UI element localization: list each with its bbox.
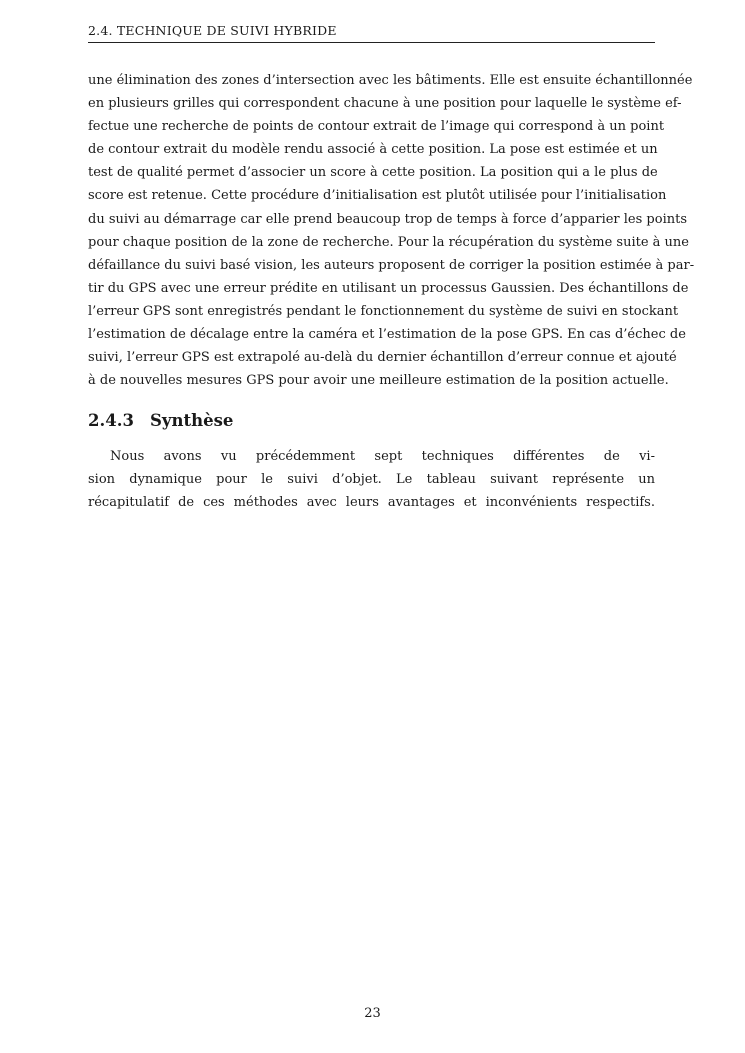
body-paragraph-2 [88,445,655,514]
section-number: 2.4.3 [88,411,134,430]
paragraph-line: pour chaque position de la zone de recherche. Pour la récupération du système suite à une [88,234,689,250]
paragraph-line: suivi, l’erreur GPS est extrapolé au-delà du dernier échantillon d’erreur connue et ajouté [88,350,677,366]
paragraph-line: test de qualité permet d’associer un score à cette position. La position qui a le plus de [88,165,658,181]
paragraph-line: Nous avons vu précédemment sept techniques différentes de vi- [110,449,655,464]
paragraph-line: tir du GPS avec une erreur prédite en utilisant un processus Gaussien. Des échantillons de [88,280,689,296]
paragraph-line: de contour extrait du modèle rendu associé à cette position. La pose est estimée et un [88,142,658,158]
paragraph-line: du suivi au démarrage car elle prend beaucoup trop de temps à force d’apparier les points [88,211,687,227]
running-header [88,23,655,43]
paragraph-line: défaillance du suivi basé vision, les auteurs proposent de corriger la position estimée à par- [88,257,695,273]
paragraph-line: récapitulatif de ces méthodes avec leurs avantages et inconvénients respectifs. [88,495,655,511]
paragraph-line: score est retenue. Cette procédure d’initialisation est plutôt utilisée pour l’initialisation [88,188,667,204]
paragraph-line: l’erreur GPS sont enregistrés pendant le fonctionnement du système de suivi en stockant [88,303,679,319]
body-paragraph-1 [88,69,695,392]
paragraph-line: une élimination des zones d’intersection avec les bâtiments. Elle est ensuite échantillonnée [88,73,693,88]
paragraph-line: l’estimation de décalage entre la caméra et l’estimation de la pose GPS. En cas d’échec de [88,327,686,343]
page-number: 23 [364,1006,381,1021]
paragraph-line: à de nouvelles mesures GPS pour avoir une meilleure estimation de la position actuelle. [88,373,669,389]
paragraph-line: en plusieurs grilles qui correspondent chacune à une position pour laquelle le système ef- [88,96,682,112]
paragraph-line: fectue une recherche de points de contour extrait de l’image qui correspond à un point [88,119,665,135]
running-header-title: 2.4. TECHNIQUE DE SUIVI HYBRIDE [88,23,337,38]
section-title-text: Synthèse [150,411,234,430]
section-heading [88,411,233,430]
paragraph-line: sion dynamique pour le suivi d’objet. Le tableau suivant représente un [88,472,655,488]
